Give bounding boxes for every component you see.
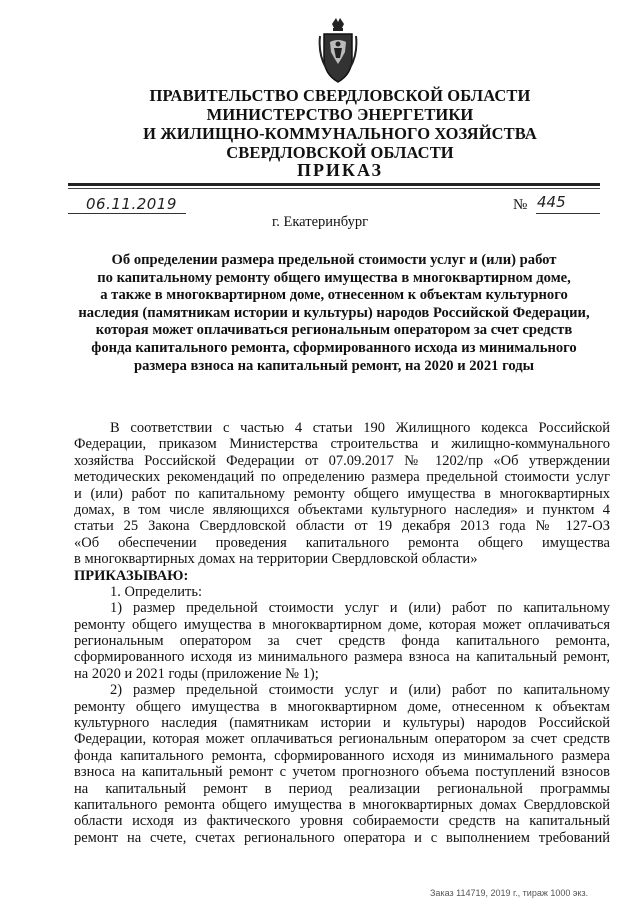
title-line: фонда капитального ремонта, сформированного исхода из минимального xyxy=(91,339,577,356)
body-line: Федерации, приказом Министерства строительства и жилищно-коммунального xyxy=(74,436,610,453)
title-line: по капитальному ремонту общего имущества в многоквартирном доме, xyxy=(97,269,571,286)
body-line: региональным оператором за счет средств фонда капитального ремонта, xyxy=(74,633,610,650)
title-line: размера взноса на капитальный ремонт, на 2020 и 2021 годы xyxy=(133,357,535,374)
number-label: № xyxy=(513,197,528,213)
header-rule-thick xyxy=(68,183,600,186)
title-line: наследия (памятникам истории и культуры) народов Российской Федерации, xyxy=(78,304,590,321)
body-line: 1) размер предельной стоимости услуг и (или) работ по капитальному xyxy=(110,600,610,617)
org-line-region: СВЕРДЛОВСКОЙ ОБЛАСТИ xyxy=(226,143,454,162)
body-line: капитального ремонта общего имущества в многоквартирных домах Свердловской xyxy=(74,796,610,813)
body-line: и (или) работ по капитальному ремонту общего имущества в многоквартирных xyxy=(74,485,610,502)
title-line: Об определении размера предельной стоимости услуг и (или) работ xyxy=(111,252,557,268)
body-line: взноса на капитальный ремонт с учетом прогнозного объема поступлений взносов xyxy=(74,764,610,781)
org-line-government: ПРАВИТЕЛЬСТВО СВЕРДЛОВСКОЙ ОБЛАСТИ xyxy=(149,86,531,105)
order-keyword: ПРИКАЗЫВАЮ: xyxy=(74,567,189,584)
body-line: ремонту общего имущества в многоквартирном доме, отнесенном к объектам xyxy=(74,698,610,715)
document-type: ПРИКАЗ xyxy=(296,160,384,180)
org-line-ministry-cont: И ЖИЛИЩНО-КОММУНАЛЬНОГО ХОЗЯЙСТВА xyxy=(143,124,537,143)
document-date: 06.11.2019 xyxy=(86,195,177,213)
body-line: хозяйства Российской Федерации от 07.09.2017 № 1202/пр «Об утверждении xyxy=(74,452,610,469)
print-run-note: Заказ 114719, 2019 г., тираж 1000 экз. xyxy=(430,888,589,898)
body-line: фонда капитального ремонта, сформированного исходя из минимального размера xyxy=(74,747,610,764)
body-line: в многоквартирных домах на территории Свердловской области» xyxy=(74,551,478,568)
body-line: сформированного исходя из минимального размера взноса на капитальный ремонт, xyxy=(74,649,610,666)
document-title xyxy=(70,252,598,375)
header-rule-thin xyxy=(68,188,600,189)
body-line: культурного наследия (памятникам истории и культуры) народов Российской xyxy=(74,715,610,732)
body-line: на капитальный ремонт в период реализации региональной программы xyxy=(74,780,610,797)
title-line: которая может оплачиваться региональным оператором за счет средств xyxy=(95,322,573,339)
body-line: домах, в том числе являющихся объектами культурного наследия» и пунктом 4 xyxy=(74,501,610,518)
body-line: «Об обеспечении проведения капитального ремонта общего имущества xyxy=(74,534,610,551)
body-line: 1. Определить: xyxy=(110,583,203,600)
body-line: методических рекомендаций по определению размера предельной стоимости услуг xyxy=(74,469,610,486)
body-line: на 2020 и 2021 годы (приложение № 1); xyxy=(74,665,319,682)
body-line: области исходя из фактического уровня собираемости средств на капитальный xyxy=(74,813,610,830)
body-line: ремонту общего имущества в многоквартирном доме, которая может оплачиваться xyxy=(74,616,610,633)
body-line: статьи 25 Закона Свердловской области от 19 декабря 2013 года № 127-ОЗ xyxy=(74,518,610,535)
body-line: Федерации, которая может оплачиваться региональным оператором за счет средств xyxy=(74,731,610,748)
org-line-ministry: МИНИСТЕРСТВО ЭНЕРГЕТИКИ xyxy=(206,105,474,124)
body-line: ремонт на счете, счетах регионального оператора и с выполнением требований xyxy=(74,829,610,846)
document-body xyxy=(74,420,610,846)
title-line: а также в многоквартирном доме, отнесенном к объектам культурного xyxy=(100,287,568,304)
document-city: г. Екатеринбург xyxy=(271,214,369,230)
document-number: 445 xyxy=(537,193,566,211)
coat-of-arms-icon xyxy=(318,18,358,84)
body-line: В соответствии с частью 4 статьи 190 Жилищного кодекса Российской xyxy=(110,420,610,436)
body-line: 2) размер предельной стоимости услуг и (или) работ по капитальному xyxy=(110,682,610,699)
